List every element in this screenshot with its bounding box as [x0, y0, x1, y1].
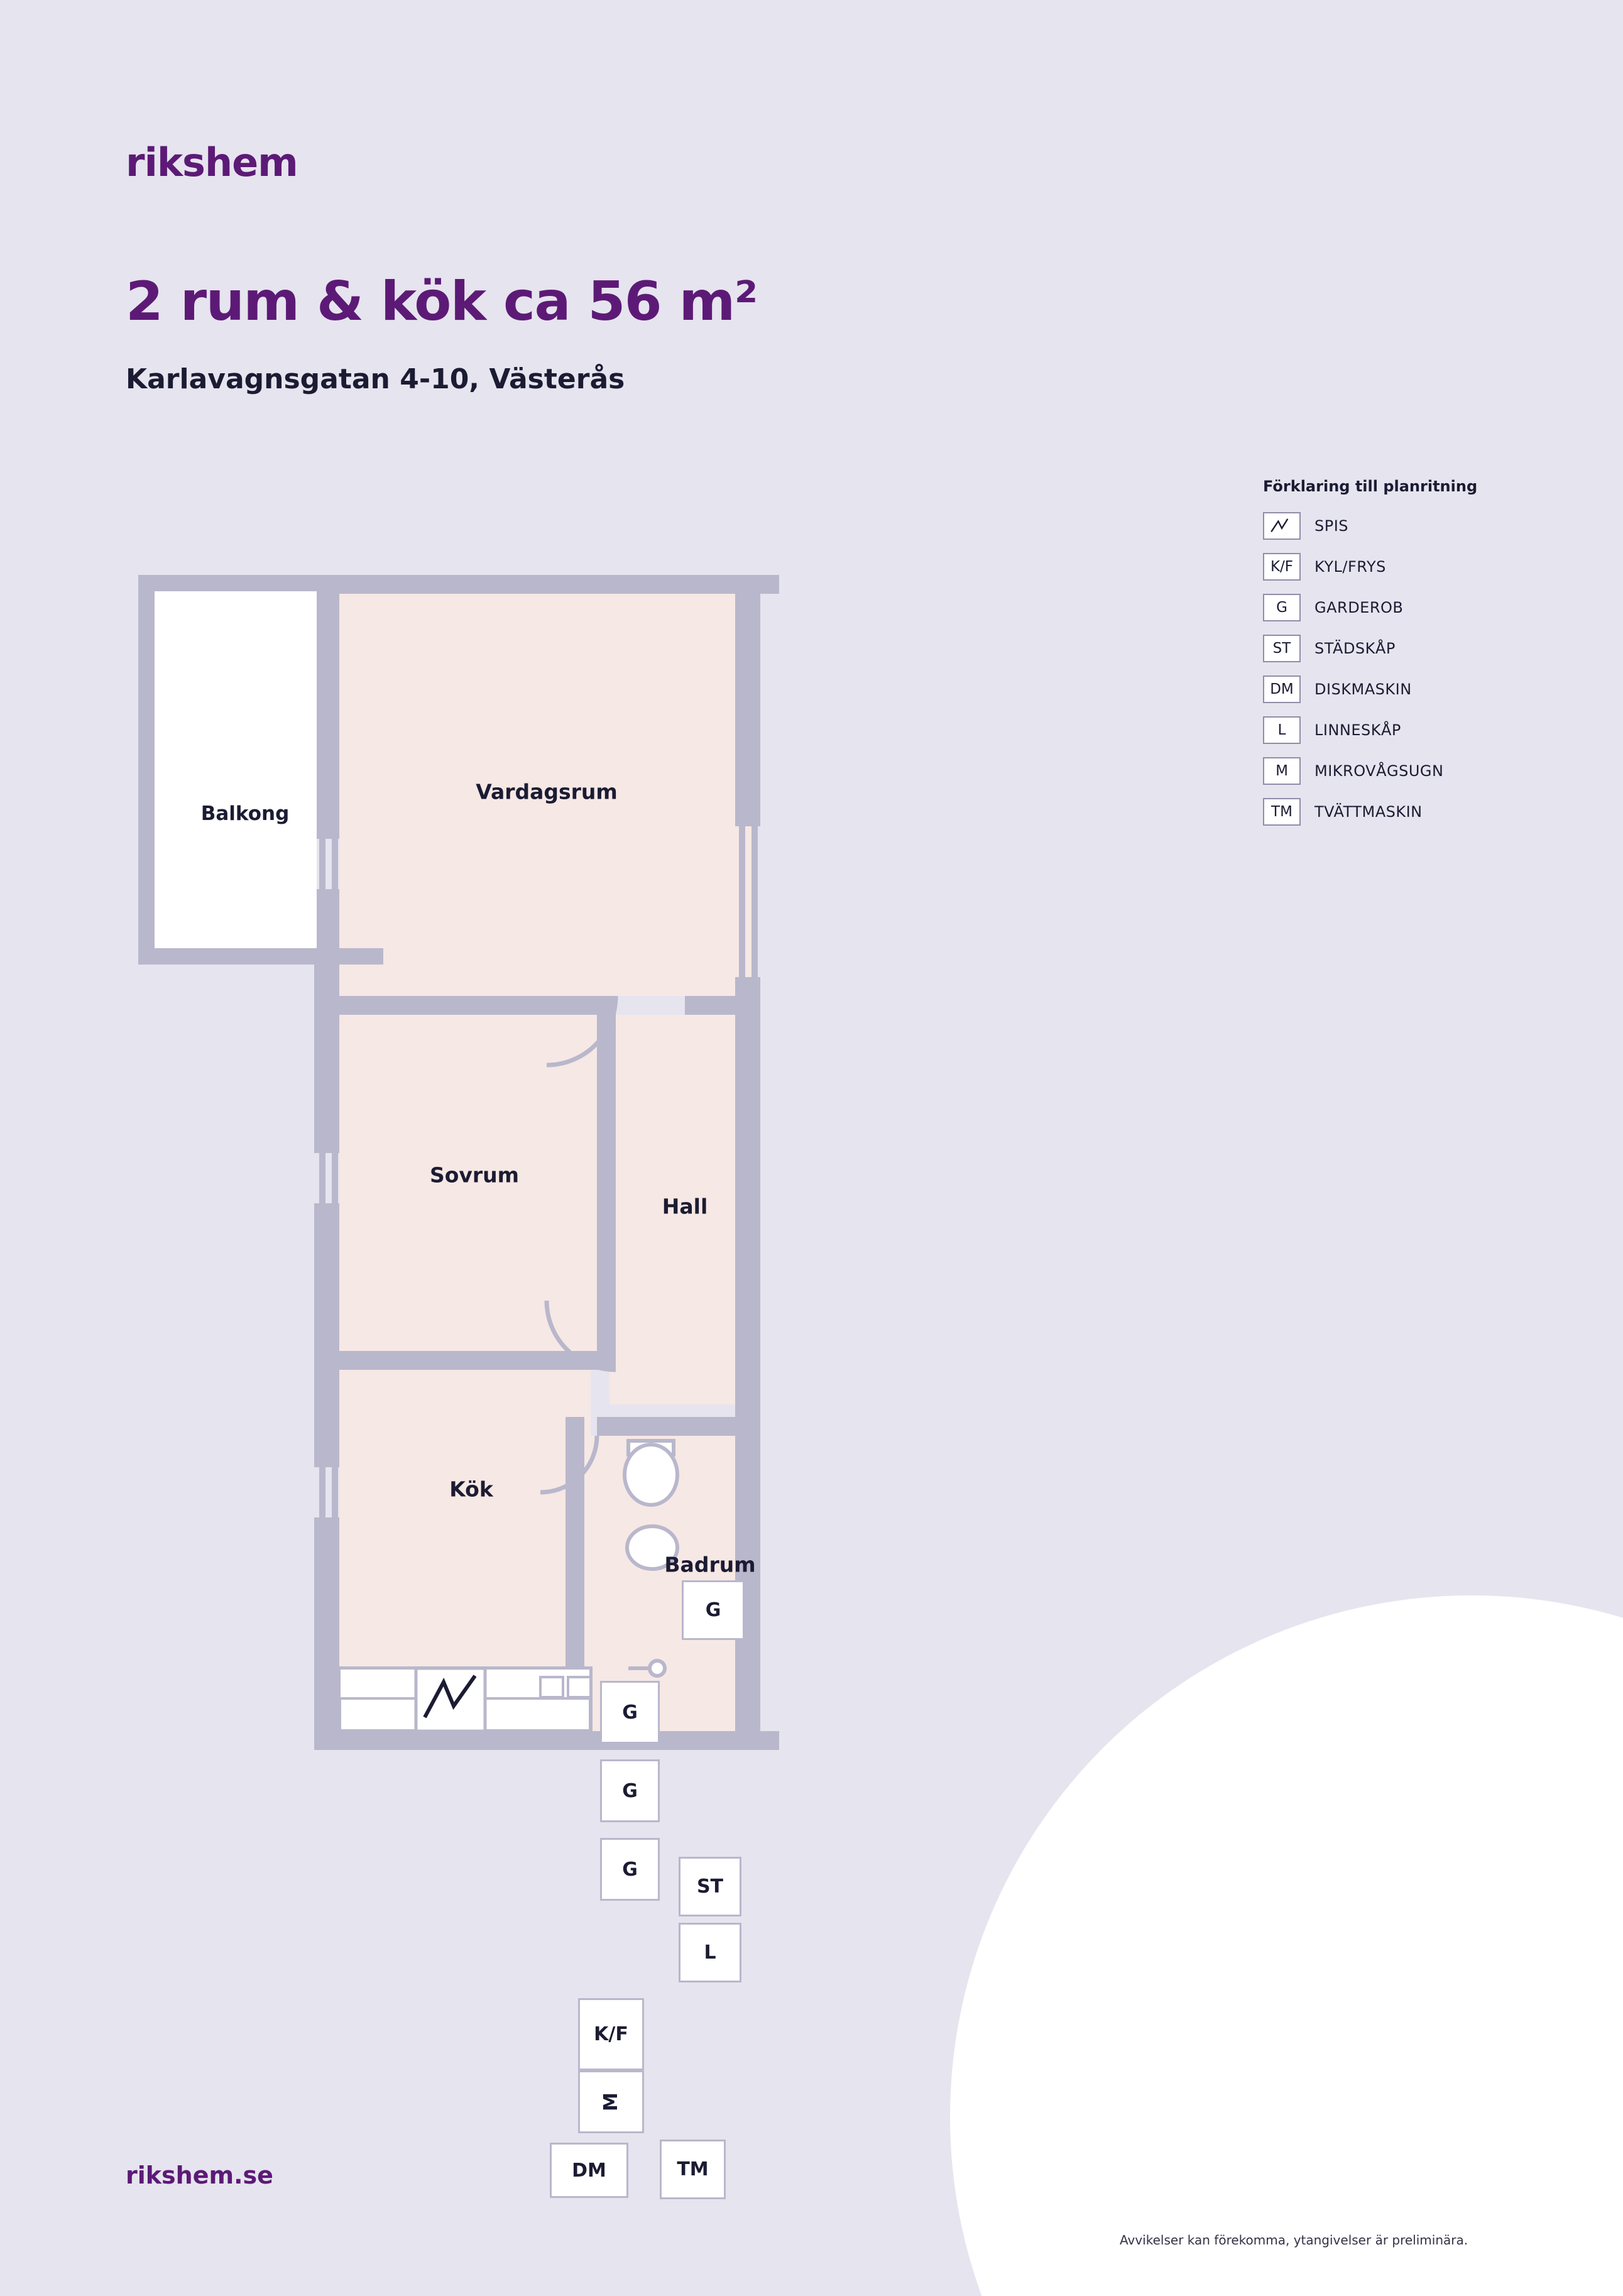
closet-l: L	[679, 1923, 741, 1982]
cleaning-closet-code: ST	[1263, 635, 1301, 662]
legend-item-diskmaskin	[1263, 675, 1577, 704]
microwave: M	[578, 2070, 644, 2133]
legend-label: SPIS	[1314, 517, 1349, 535]
legend-label: MIKROVÅGSUGN	[1314, 762, 1444, 780]
closet-g-sovrum-2: G	[600, 1759, 660, 1822]
balcony-area	[155, 591, 317, 948]
legend-item-tvattmaskin	[1263, 797, 1577, 826]
closet-g-sovrum-1: G	[600, 1681, 660, 1744]
legend-label: KYL/FRYS	[1314, 558, 1386, 576]
legend-label: TVÄTTMASKIN	[1314, 803, 1423, 821]
room-label-sovrum: Sovrum	[429, 1162, 520, 1188]
legend-label: LINNESKÅP	[1314, 721, 1401, 739]
fridge-code: K/F	[1263, 553, 1301, 581]
closet-g-sovrum-3: G	[600, 1838, 660, 1901]
decorative-circle	[950, 1595, 1623, 2296]
fridge-freezer: K/F	[578, 1998, 644, 2070]
rikshem-logo: rikshem	[126, 139, 298, 185]
washer-code: TM	[1263, 798, 1301, 826]
room-label-hall: Hall	[662, 1194, 708, 1219]
address-subtitle: Karlavagnsgatan 4-10, Västerås	[126, 363, 625, 395]
washing-machine: TM	[660, 2140, 726, 2199]
website-link[interactable]: rikshem.se	[126, 2162, 273, 2189]
disclaimer-text: Avvikelser kan förekomma, ytangivelser är preliminära.	[1120, 2233, 1468, 2248]
legend-item-kylfrys	[1263, 552, 1577, 581]
legend-item-linneskap	[1263, 716, 1577, 745]
room-label-vardagsrum: Vardagsrum	[476, 779, 618, 804]
page-title: 2 rum & kök ca 56 m²	[126, 270, 757, 333]
dishwasher: DM	[550, 2143, 628, 2198]
room-label-badrum: Badrum	[664, 1552, 756, 1577]
kitchen-counter	[339, 1668, 591, 1731]
linen-closet-code: L	[1263, 716, 1301, 744]
stove-icon	[1263, 512, 1301, 540]
legend-item-garderob	[1263, 593, 1577, 622]
closet-st: ST	[679, 1857, 741, 1916]
wardrobe-code: G	[1263, 594, 1301, 621]
room-label-balkong: Balkong	[200, 802, 290, 825]
legend-item-stadskap	[1263, 634, 1577, 663]
legend-label: DISKMASKIN	[1314, 681, 1412, 698]
legend-label: STÄDSKÅP	[1314, 640, 1396, 657]
legend-title: Förklaring till planritning	[1263, 478, 1478, 495]
closet-g-hall: G	[682, 1580, 745, 1640]
legend-label: GARDEROB	[1314, 599, 1404, 616]
legend	[1263, 478, 1577, 838]
legend-item-mikrovagsugn	[1263, 757, 1577, 785]
microwave-code: M	[1263, 757, 1301, 785]
room-label-kok: Kök	[449, 1477, 493, 1502]
legend-item-spis	[1263, 511, 1577, 540]
dishwasher-code: DM	[1263, 675, 1301, 703]
